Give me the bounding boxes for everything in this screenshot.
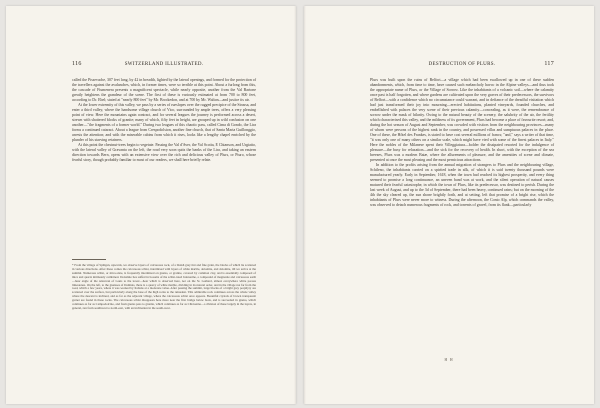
body-text xyxy=(72,78,256,163)
page-number: 116 xyxy=(72,61,82,67)
running-header: SWITZERLAND ILLUSTRATED. xyxy=(124,62,204,67)
running-header: DESTRUCTION OF PLURS. xyxy=(428,62,496,67)
gutter-shadow xyxy=(304,6,306,404)
paragraph: called the Pissevache, 307 feet long, by 42 in breadth, lighted by the lateral openings, and formed for the protection of the travellers against the avalanches, which, in former times, were so terrible at this point. About a furlong from this, the cascade of Fiumenera presents a magnificent spectacle, while nearly opposite, another from the Val Bartone greatly heightens the grandeur of the scene. The first of these is variously estimated at from 700 to 800 feet, according to Dr. Ebel; stated at "nearly 800 feet" by Mr. Brockedon, and at 700 by Mr. Walton—and justice its air. xyxy=(72,78,256,102)
paragraph: At this point the chestnut-trees begin to vegetate. Passing the Val d'Aver, the Val Scotta, E Chianson, and Urgiatto, with the lateral valley of Gravanta on the left, the road very soon quits the banks of the Lira, and taking an eastern direction towards Bern, opens with an extensive view over the rich and delicious valley of Plurs, or Piuro, whose fearful story, though probably familiar to most of our readers, we shall here briefly relate. xyxy=(72,143,256,162)
paragraph: At the lower extremity of this valley, we pass by a series of rueslopes over the rugged precipice of the Strassa, and enter a third valley, where the handsome village church of Vico, surrounded by ample trees, offers a very pleasing point of view. Here the mountains again contract, and for several leagues the journey is performed across a desert, strewn with shattered blocks of granite; many of which, fifty feet in height, are grouped up in wild confusion on one another—"the fragments of a former world." During two leagues of this chaotic pass, called Cima di Gondo, the Lira forms a continued cataract. About a league from Crespodolsion, another fine church, that of Santa Maria Guillonggio, arrests the attention; and with the miserable cabins from which it rises, looks like a lengthy chapel enriched by the plunder of his starving retainers. xyxy=(72,103,256,142)
paragraph: Plurs was built upon the ruins of Belfort—a village which had been swallowed up in one of these sudden abandonments, which, from time to time, have caused such melancholy havoc in the Alpine valleys—and thus took the appropriate name of Plurs, or the Village of Sorrow. Like the inhabitants of a volcanic soil—where the calamity once past is half forgotten, and where gardens are cultivated upon the very graves of their predecessors, the survivors of Belfort—with a confidence which no circumstance could warrant, and in defiance of the dreadful visitation which had just transformed their joy into mourning—erected habitations, planted vineyards, founded churches, and embellished with palaces the very scene of their previous calamity—concealing, as it were, the remembrance of sorrow under the mask of hilarity. Owing to the natural beauty of the scenery, the salubrity of the air, the fertility which characterised this valley, and the mildness of its government, Plurs had become a place of favourite resort; and, during the hot season of August and September, was crowded with visitors from the neighbouring provinces—many of whom were persons of the highest rank in the country, and possessed villas and sumptuous palaces in the place. One of these, the Hôtel des Frankes, is stated to have cost several millions of francs; "and," says a writer of that time, "it was only one of many others on a similar scale, which might have vied with some of the finest palaces in Italy." Here the nobles of the Milanese spent their Villeggiatura—bolder the dissipated resorted for the indulgence of pleasure—the busy for relaxation—and the sick for the recovery of health. In short, with the exception of the sea breezes, Plurs was a modern Baiæ, where the allurements of pleasure, and the amenities of scene and climate, presented at once the most pleasing and the most pernicious attractions. xyxy=(370,78,554,162)
gutter-shadow xyxy=(294,6,296,404)
left-page xyxy=(6,6,296,404)
paragraph: In addition to the profits arising from the annual migration of strangers to Plurs and the neighbouring village, Schileno, the inhabitants carried on a spirited trade in silk, of which it is said twenty thousand pounds were manufactured yearly. Early in September, 1618, when the town had reached its highest prosperity, and every thing seemed to promise a long continuance, an uneven band was at work, and the silent operation of natural causes matured their fearful catastrophe, in which the town of Plurs, like its predecessor, was destined to perish. During the last week of August, and up to the 3d of September, there had been heavy, continued rains; but on the morning of the 4th the sky cleared up, the sun shone brightly forth, and at setting, left that promise of a bright rise, which the inhabitants of Plurs were never more to witness. During the afternoon, the Conto Alp, which commands the valley, was observed to detach numerous fragments of rock, and torrents of gravel, from its flank—particularly xyxy=(370,163,554,207)
page-number: 117 xyxy=(544,61,554,67)
signature-mark: H H xyxy=(444,358,454,362)
page-header xyxy=(370,62,554,70)
footnote: * From the village of Splügen, upwards, we observe layers of calcareous rock, of a bluish grey tint and fine grain, the blocks of which lie scattered in various directions. After these comes the calcareous schist, intermixed with layers of white marble, dolomite, and dolomite, till we arrive at the summit. Numerous schist, or mica-slate, is frequently intermixed on gneiss, or granite, covered by common clay, and is essentially composed of mica and quartz intimately combined. Dolomite lies suffed in bosoms of the schist-tated Julonerme, a compound of magnesite and calcareous earth—hear angle of the Antarcan of Lauts to the lower—hear which is observed here, not on the St. Gothard, almost everywhere white porous limestones. On the left, to the gneisses of Dalmais, there is a quarry of white marble, dividing in its natural order, and in the village not far from the road, which a few years, where it was worked by Italians at a moderate value. After passing the summit, large blocks of a bright grey porphyry are scattered over the surface, but particularly along the base of the high rocks to the ruinedest. This admirable rock continues across the whole valley where the descent is inclined, and as far as the adjacent village, where the calcareous schist once appears. Beautiful crystals of brown transparent garnet are found in these rocks. The calcareous schist disappears here more near the first bridge below Isola, and is succeeded in gneiss, which continues as far as Campodolcino, and from gneiss pass to granite, which continues as far as Chiavenna—a division of these largely in the layers, in general, run from southwest to north-east, with an inclination in the south-west. xyxy=(72,263,256,310)
page-header xyxy=(72,62,256,70)
footnote-rule xyxy=(72,259,106,260)
right-page xyxy=(304,6,594,404)
body-text xyxy=(370,78,554,208)
